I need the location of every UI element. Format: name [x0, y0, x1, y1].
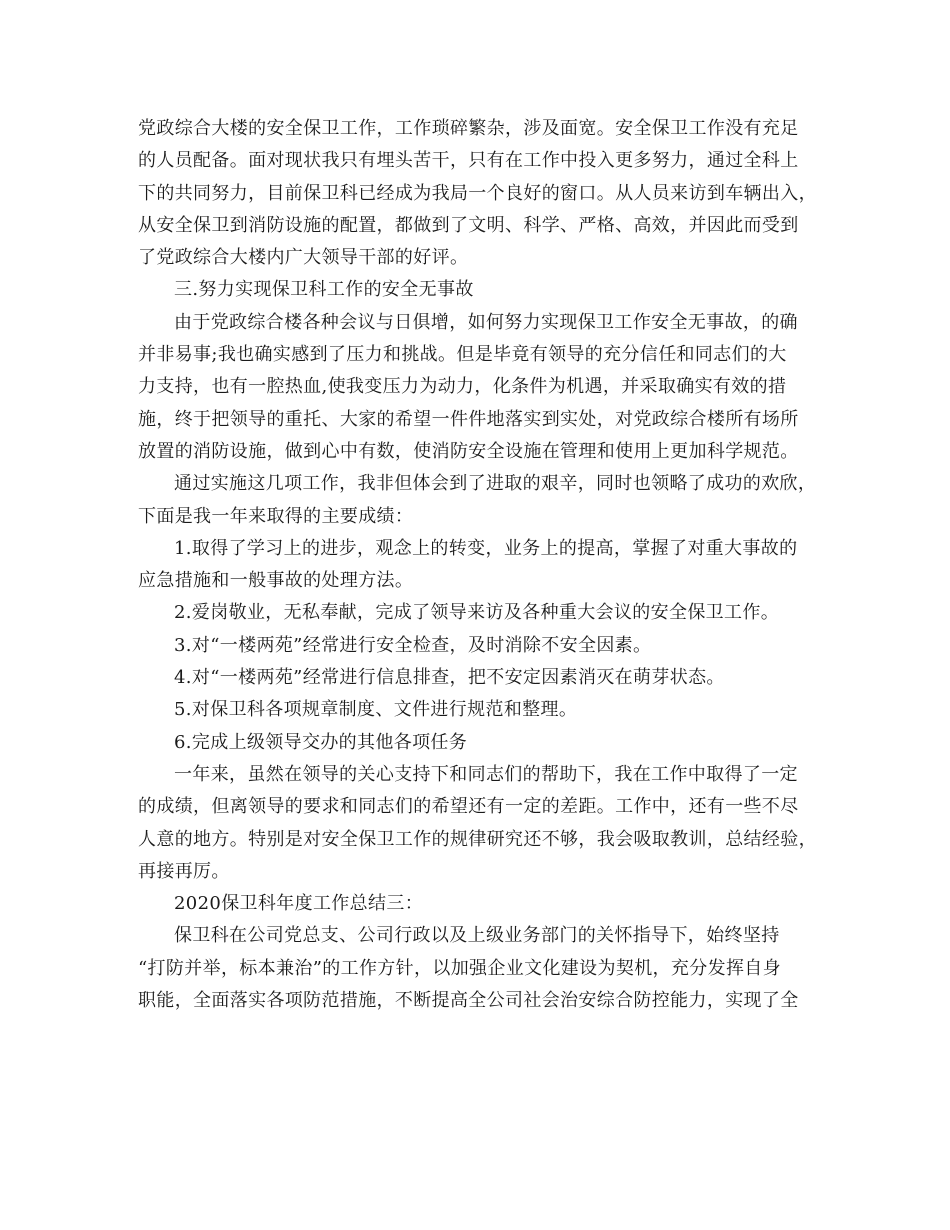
text-line: 6.完成上级领导交办的其他各项任务: [174, 731, 468, 753]
text-line: 下的共同努力，目前保卫科已经成为我局一个良好的窗口。从人员来访到车辆出入，: [138, 182, 817, 204]
text-line: 职能，全面落实各项防范措施，不断提高全公司社会治安综合防控能力，实现了全: [138, 990, 799, 1012]
text-line: 一年来，虽然在领导的关心支持下和同志们的帮助下，我在工作中取得了一定: [174, 763, 798, 785]
text-line: 5.对保卫科各项规章制度、文件进行规范和整理。: [174, 699, 578, 721]
text-line: 力支持，也有一腔热血,使我变压力为动力，化条件为机遇，并采取确实有效的措: [138, 376, 787, 398]
text-line: 从安全保卫到消防设施的配置，都做到了文明、科学、严格、高效，并因此而受到: [138, 214, 799, 236]
text-line: 施，终于把领导的重托、大家的希望一件件地落实到实处，对党政综合楼所有场所: [138, 408, 799, 430]
text-line: 通过实施这几项工作，我非但体会到了进取的艰辛，同时也领略了成功的欢欣，: [174, 473, 817, 495]
text-line: 了党政综合大楼内广大领导干部的好评。: [138, 247, 469, 269]
text-line: 党政综合大楼的安全保卫工作，工作琐碎繁杂，涉及面宽。安全保卫工作没有充足: [138, 118, 799, 139]
text-line: 三.努力实现保卫科工作的安全无事故: [174, 279, 474, 301]
text-line: 再接再厉。: [138, 860, 230, 882]
text-line: 2.爱岗敬业，无私奉献，完成了领导来访及各种重大会议的安全保卫工作。: [174, 602, 780, 624]
text-line: 的成绩，但离领导的要求和同志们的希望还有一定的差距。工作中，还有一些不尽: [138, 796, 799, 818]
text-line: 的人员配备。面对现状我只有埋头苦干，只有在工作中投入更多努力，通过全科上: [138, 150, 799, 172]
text-line: 4.对“一楼两苑”经常进行信息排查，把不安定因素消灭在萌芽状态。: [174, 667, 725, 689]
text-line: 人意的地方。特别是对安全保卫工作的规律研究还不够，我会吸取教训，总结经验，: [138, 828, 817, 850]
text-line: 放置的消防设施，做到心中有数，使消防安全设施在管理和使用上更加科学规范。: [138, 440, 799, 462]
text-line: 应急措施和一般事故的处理方法。: [138, 570, 414, 592]
text-line: 下面是我一年来取得的主要成绩：: [138, 505, 414, 527]
text-line: 由于党政综合楼各种会议与日俱增，如何努力实现保卫工作安全无事故，的确: [174, 311, 798, 333]
text-line: 2020保卫科年度工作总结三：: [174, 893, 424, 915]
text-line: 保卫科在公司党总支、公司行政以及上级业务部门的关怀指导下，始终坚持: [174, 925, 780, 947]
text-line: “打防并举，标本兼治”的工作方针，以加强企业文化建设为契机，充分发挥自身: [138, 957, 782, 979]
text-line: 3.对“一楼两苑”经常进行安全检查，及时消除不安全因素。: [174, 634, 652, 656]
text-line: 并非易事;我也确实感到了压力和挑战。但是毕竟有领导的充分信任和同志们的大: [138, 344, 787, 366]
text-line: 1.取得了学习上的进步，观念上的转变，业务上的提高，掌握了对重大事故的: [174, 537, 798, 559]
document-body: [138, 113, 828, 1017]
